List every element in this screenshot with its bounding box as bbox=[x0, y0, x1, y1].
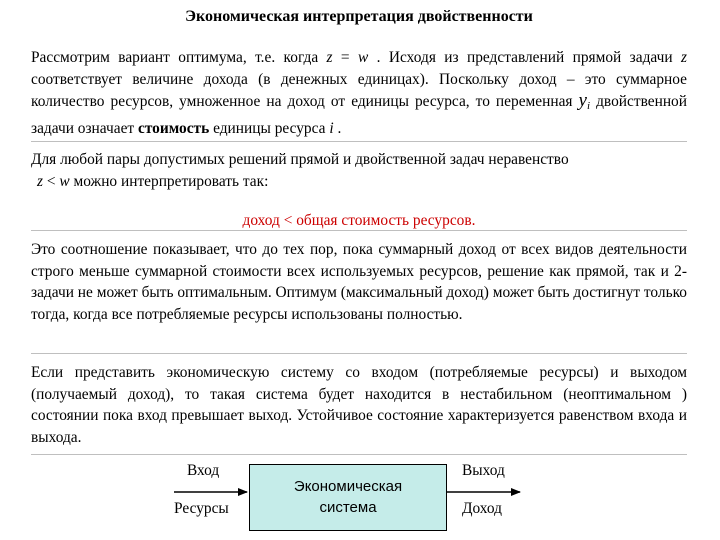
var-y: y bbox=[578, 90, 587, 111]
subscript-i: i bbox=[586, 100, 591, 112]
paragraph-system: Если представить экономическую систему со входом (потребляемые ресурсы) и выходом (получаемый доход), то такая система будет находится в нестабильном (неоптимальном ) состоянии пока вход превышает выход. Устойчивое состояние характеризуется равенством входа и выхода. bbox=[31, 364, 687, 446]
output-label: Выход bbox=[462, 462, 505, 479]
text-run: двойственной задачи означает bbox=[31, 93, 687, 137]
less-than-sign: < bbox=[43, 172, 60, 190]
income-label: Доход bbox=[462, 500, 503, 517]
divider bbox=[31, 141, 687, 142]
text-run: Рассмотрим вариант оптимума, т.е. когда bbox=[31, 49, 327, 66]
text-run: можно интерпретировать так: bbox=[69, 172, 269, 190]
input-label: Вход bbox=[187, 462, 220, 479]
resources-label: Ресурсы bbox=[174, 500, 229, 517]
economic-system-box bbox=[249, 464, 447, 531]
text-run: . Исходя из представлений прямой задачи bbox=[368, 49, 681, 66]
var-w: w bbox=[59, 172, 70, 190]
page-title: Экономическая интерпретация двойственности bbox=[185, 8, 533, 25]
var-z: z bbox=[681, 49, 687, 66]
paragraph-relation: Это соотношение показывает, что до тех пор, пока суммарный доход от всех видов деятельности строго меньше суммарной стоимости всех используемых ресурсов, решение как прямой, так и 2-задачи не может быть оптимальным. Оптимум (максимальный доход) может быть достигнут только тогда, когда все потребляемые ресурсы использованы полностью. bbox=[31, 241, 687, 323]
text-run: . bbox=[333, 119, 342, 137]
box-line-2: система bbox=[319, 499, 377, 516]
inequality-statement: доход < общая стоимость ресурсов. bbox=[242, 212, 476, 229]
text-run: соответствует величине дохода (в денежных единицах). Поскольку доход – это суммарное количество ресурсов, умноженное на доход от единицы ресурса, то переменная bbox=[31, 70, 687, 110]
paragraph-inequality-intro bbox=[31, 149, 687, 192]
text-run: Для любой пары допустимых решений прямой и двойственной задач неравенство bbox=[31, 151, 569, 168]
var-z: z bbox=[37, 172, 43, 190]
equals-sign: = bbox=[332, 49, 358, 66]
paragraph-optimum bbox=[31, 47, 687, 139]
divider bbox=[31, 353, 687, 354]
text-run: единицы ресурса bbox=[209, 119, 330, 137]
box-line-1: Экономическая bbox=[293, 478, 403, 495]
var-i: i bbox=[329, 119, 334, 137]
var-z: z bbox=[326, 49, 333, 66]
bold-term: стоимость bbox=[137, 119, 210, 137]
divider bbox=[31, 454, 687, 455]
divider bbox=[31, 230, 687, 231]
var-w: w bbox=[358, 49, 369, 66]
